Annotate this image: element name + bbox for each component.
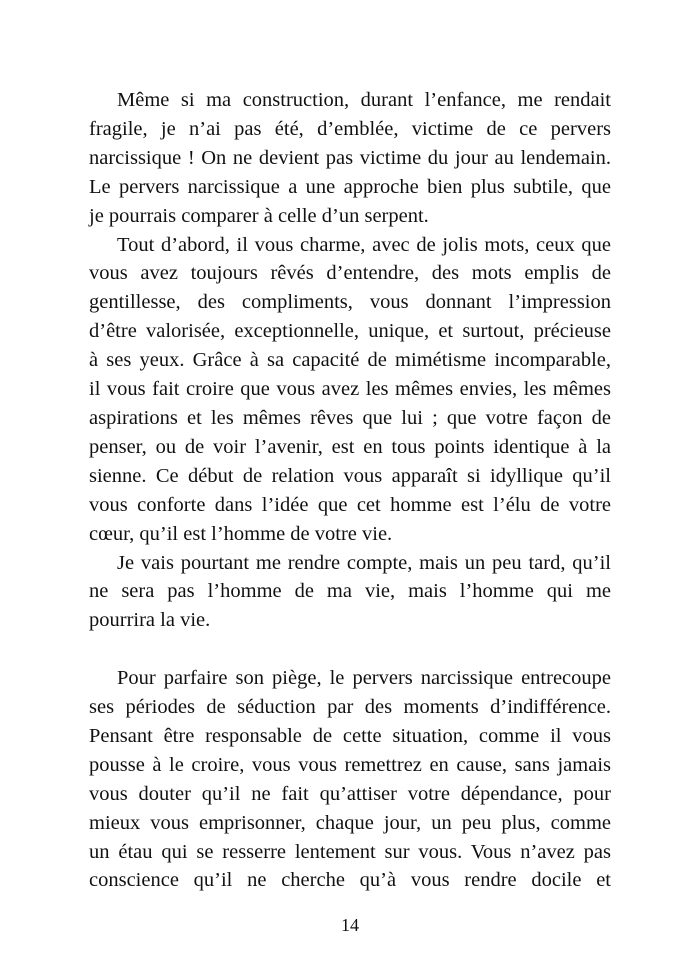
text-line: pourrira la vie. [89, 609, 211, 632]
paragraph-3 [89, 549, 611, 636]
text-line: un étau qui se resserre lentement sur vous. Vous n’avez pas [89, 840, 611, 863]
text-line: Le pervers narcissique a une approche bien plus subtile, que [89, 175, 611, 198]
text-line: ne sera pas l’homme de ma vie, mais l’homme qui me [89, 580, 611, 603]
text-line: Pensant être responsable de cette situation, comme il vous [89, 724, 611, 747]
text-line: d’être valorisée, exceptionnelle, unique, et surtout, précieuse [89, 320, 611, 343]
text-line: vous avez toujours rêvés d’entendre, des mots emplis de [89, 262, 611, 285]
paragraph-4 [89, 664, 611, 895]
page-number: 14 [341, 915, 359, 935]
text-line: Tout d’abord, il vous charme, avec de jolis mots, ceux que [117, 233, 611, 256]
text-line: cœur, qu’il est l’homme de votre vie. [89, 522, 393, 545]
text-line: aspirations et les mêmes rêves que lui ; que votre façon de [89, 406, 611, 429]
text-line: gentillesse, des compliments, vous donnant l’impression [89, 291, 611, 314]
text-line: narcissique ! On ne devient pas victime du jour au lendemain. [89, 146, 611, 169]
text-line: à ses yeux. Grâce à sa capacité de mimétisme incomparable, [89, 349, 611, 372]
text-line: Même si ma construction, durant l’enfance, me rendait [117, 89, 611, 111]
paragraph-2 [89, 231, 611, 549]
text-line: il vous fait croire que vous avez les mêmes envies, les mêmes [89, 378, 611, 401]
text-line: fragile, je n’ai pas été, d’emblée, victime de ce pervers [89, 117, 611, 140]
text-line: je pourrais comparer à celle d’un serpent. [89, 204, 429, 227]
text-line: ses périodes de séduction par des moments d’indifférence. [89, 696, 611, 719]
text-line: Pour parfaire son piège, le pervers narcissique entrecoupe [117, 667, 611, 690]
text-line: pousse à le croire, vous vous remettrez en cause, sans jamais [89, 753, 611, 776]
page-body [89, 86, 611, 895]
text-line: vous conforte dans l’idée que cet homme est l’élu de votre [89, 493, 611, 516]
section-gap [89, 635, 611, 664]
text-line: mieux vous emprisonner, chaque jour, un peu plus, comme [89, 811, 611, 834]
text-line: vous douter qu’il ne fait qu’attiser votre dépendance, pour [89, 782, 611, 805]
text-line: penser, ou de voir l’avenir, est en tous points identique à la [89, 435, 611, 458]
paragraph-1 [89, 86, 611, 231]
text-line: Je vais pourtant me rendre compte, mais un peu tard, qu’il [117, 551, 611, 574]
text-line: conscience qu’il ne cherche qu’à vous rendre docile et [89, 869, 611, 892]
text-line: sienne. Ce début de relation vous apparaît si idyllique qu’il [89, 464, 611, 487]
